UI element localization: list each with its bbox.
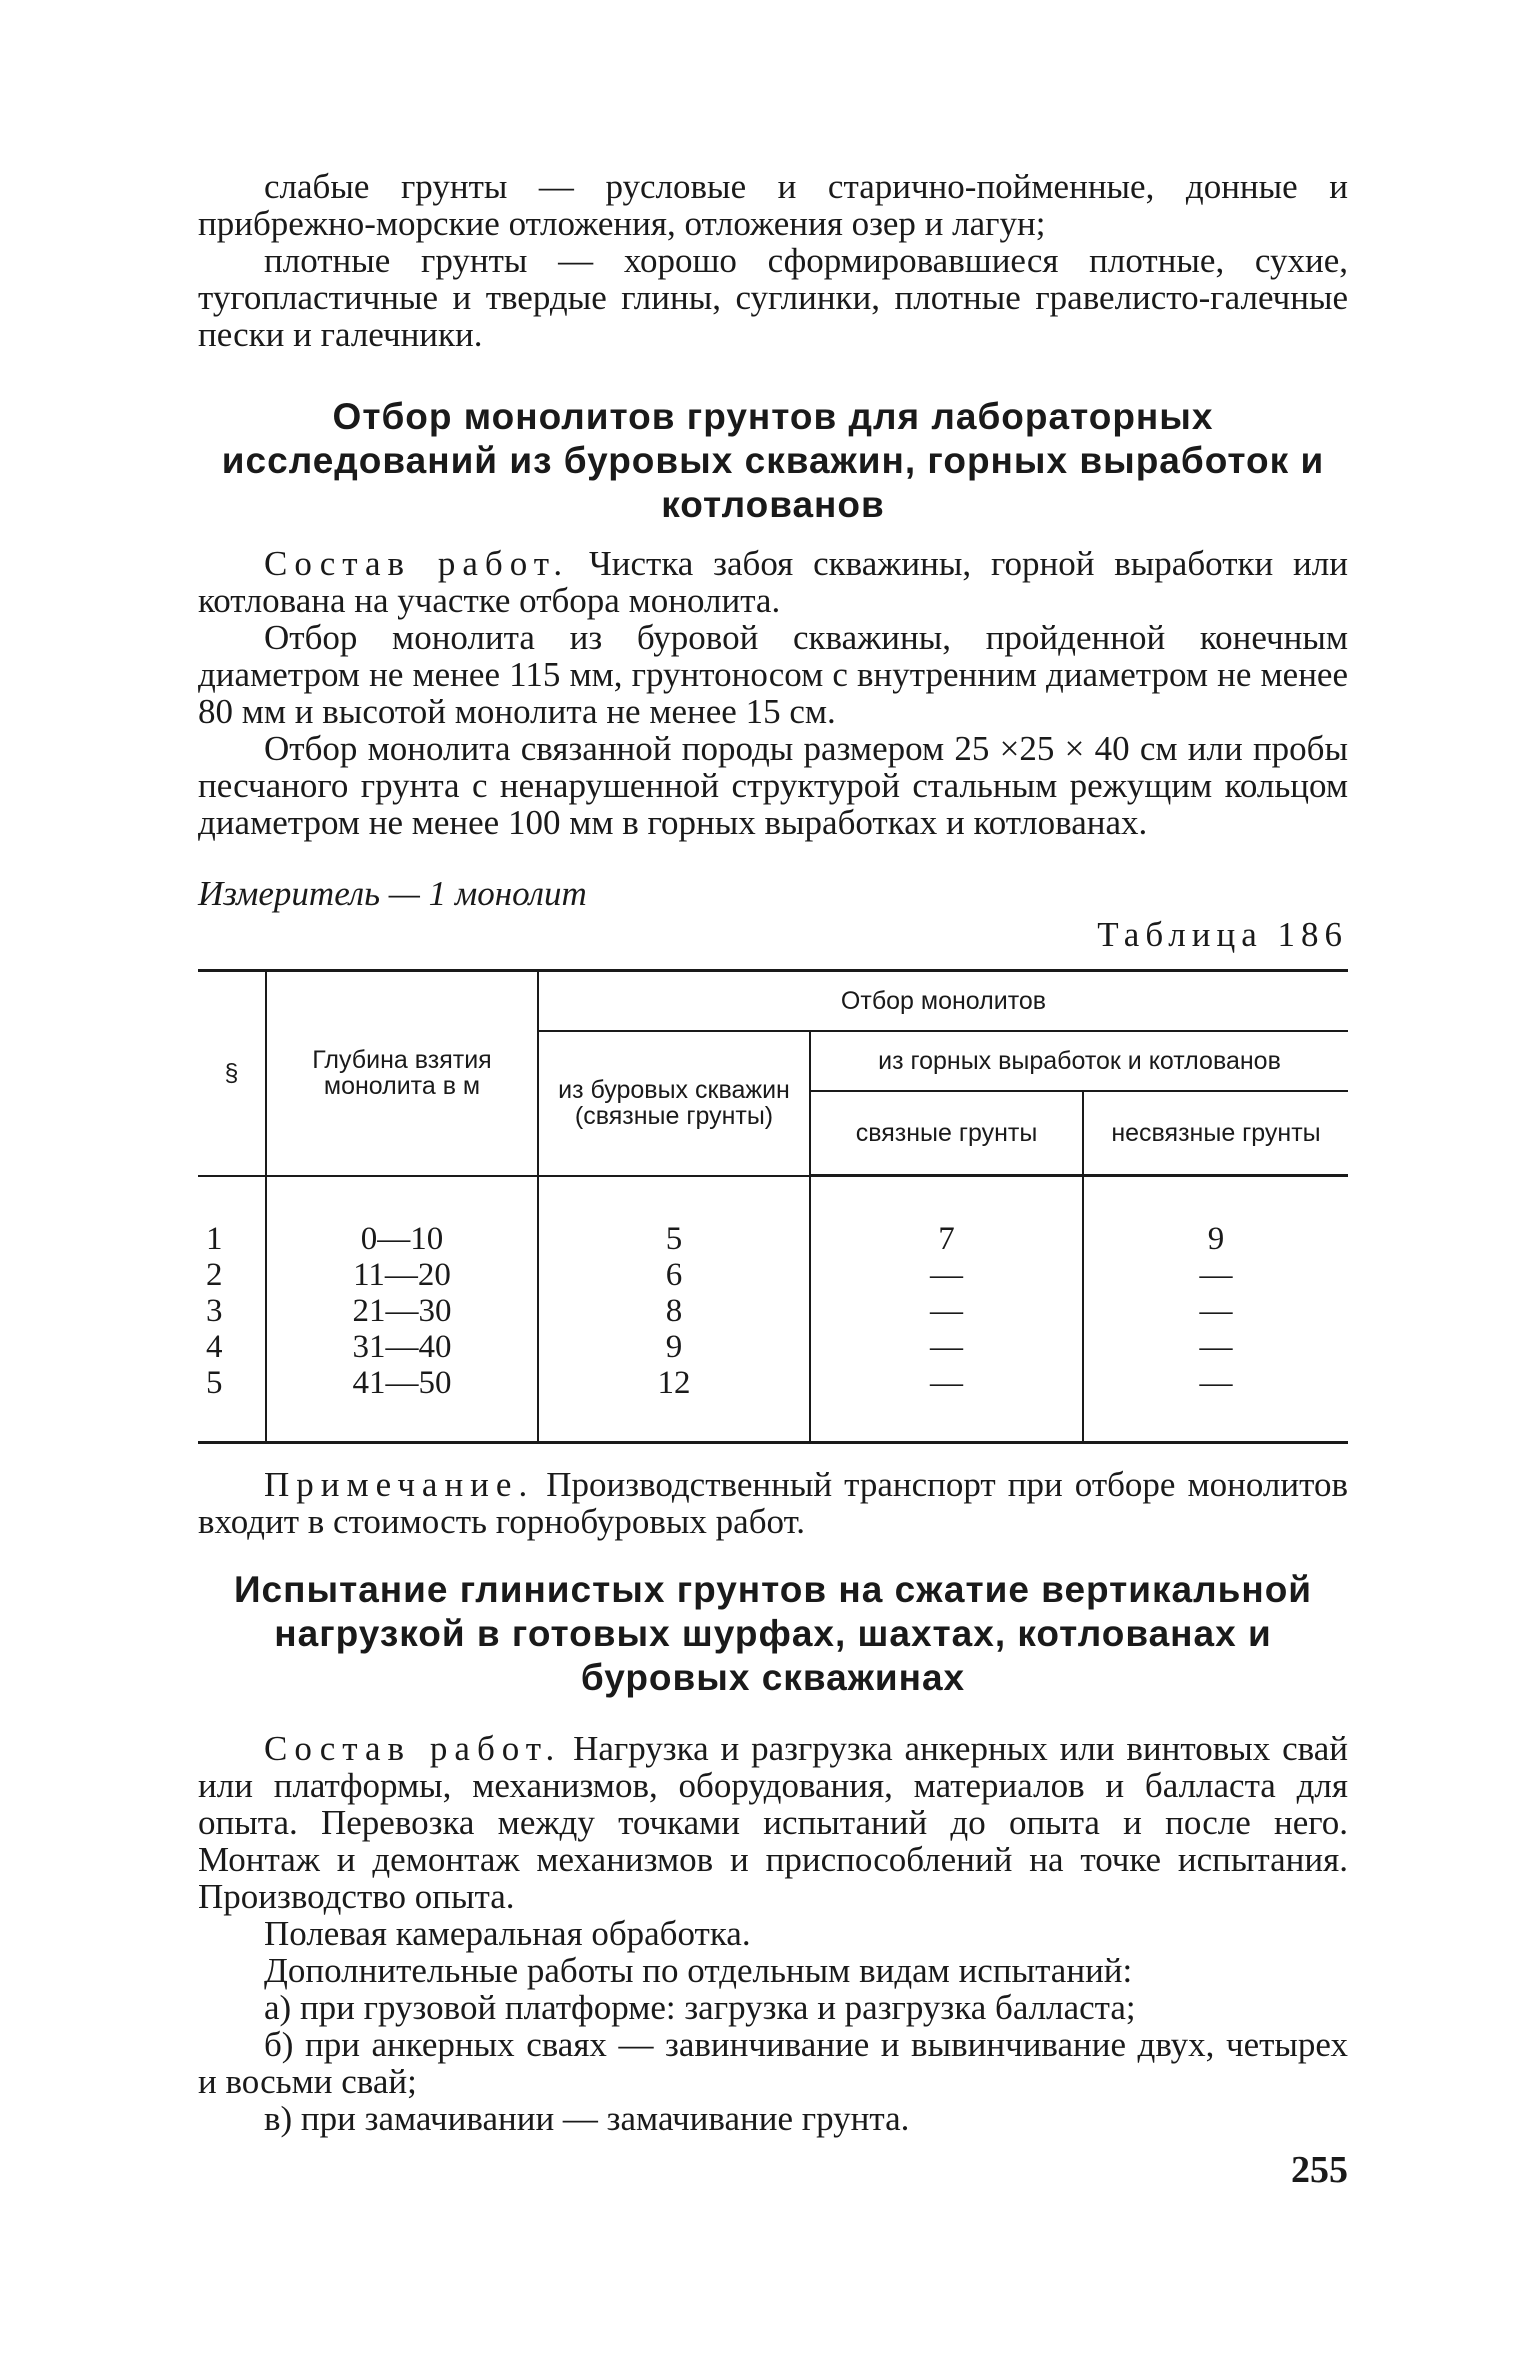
header-section: § bbox=[198, 971, 266, 1176]
row-boreholes: 12 bbox=[538, 1365, 810, 1443]
table-row bbox=[198, 1329, 1348, 1365]
row-noncohesive: 9 bbox=[1083, 1176, 1348, 1258]
table-caption: Таблица 186 bbox=[1097, 915, 1348, 954]
header-depth: Глубина взятия монолита в м bbox=[266, 971, 538, 1176]
row-cohesive: — bbox=[810, 1293, 1083, 1329]
table-row bbox=[198, 1176, 1348, 1258]
section2-scope-paragraph bbox=[198, 1730, 1348, 1915]
row-boreholes: 6 bbox=[538, 1257, 810, 1293]
measure-unit: Измеритель — 1 монолит bbox=[198, 874, 587, 913]
scope-text: Чистка забоя скважины, горной выработки или котлована на участке отбора монолита. bbox=[198, 544, 1348, 620]
table-186 bbox=[198, 969, 1348, 1444]
intro-paragraph-dense-soils: плотные грунты — хорошо сформировавшиеся плотные, сухие, тугопластичные и твердые глины, суглинки, плотные гравелисто-галечные пески и галечники. bbox=[198, 241, 1348, 354]
row-cohesive: — bbox=[810, 1257, 1083, 1293]
header-noncohesive: несвязные грунты bbox=[1083, 1091, 1348, 1176]
header-monolith-group: Отбор монолитов bbox=[538, 971, 1348, 1032]
section1-borehole-paragraph: Отбор монолита из буровой скважины, пройденной конечным диаметром не менее 115 мм, грунтоносом с внутренним диаметром не менее 80 мм и высотой монолита не менее 15 см. bbox=[198, 618, 1348, 731]
row-depth: 31—40 bbox=[266, 1329, 538, 1365]
scope-label: Состав работ. bbox=[264, 544, 570, 583]
row-boreholes: 9 bbox=[538, 1329, 810, 1365]
header-boreholes: из буровых скважин (связные грунты) bbox=[538, 1031, 810, 1176]
row-noncohesive: — bbox=[1083, 1365, 1348, 1443]
row-cohesive: — bbox=[810, 1329, 1083, 1365]
intro-paragraph-weak-soils: слабые грунты — русловые и старично-пойменные, донные и прибрежно-морские отложения, отложения озер и лагун; bbox=[198, 167, 1348, 243]
row-number: 1 bbox=[198, 1176, 266, 1258]
table-note bbox=[198, 1466, 1348, 1540]
row-noncohesive: — bbox=[1083, 1257, 1348, 1293]
table-row bbox=[198, 1257, 1348, 1293]
row-cohesive: 7 bbox=[810, 1176, 1083, 1258]
note-text: Производственный транспорт при отборе монолитов входит в стоимость горнобуровых работ. bbox=[198, 1465, 1348, 1541]
row-number: 5 bbox=[198, 1365, 266, 1443]
section2-item-b: б) при анкерных сваях — завинчивание и вывинчивание двух, четырех и восьми свай; bbox=[198, 2025, 1348, 2101]
section-title-compression-test: Испытание глинистых грунтов на сжатие вертикальной нагрузкой в готовых шурфах, шахтах, котлованах и буровых скважинах bbox=[233, 1569, 1313, 1698]
note-label: Примечание. bbox=[264, 1465, 535, 1504]
section1-scope-paragraph bbox=[198, 545, 1348, 619]
row-boreholes: 8 bbox=[538, 1293, 810, 1329]
row-noncohesive: — bbox=[1083, 1329, 1348, 1365]
scope-text: Нагрузка и разгрузка анкерных или винтовых свай или платформы, механизмов, оборудования, материалов и балласта для опыта. Перевозка между точками испытаний до опыта и после него. Монтаж и демонтаж механизмов и приспособлений на точке испытания. Производство опыта. bbox=[198, 1729, 1348, 1916]
scope-label: Состав работ. bbox=[264, 1729, 562, 1768]
section2-additional-works: Дополнительные работы по отдельным видам испытаний: bbox=[264, 1951, 1133, 1990]
row-depth: 41—50 bbox=[266, 1365, 538, 1443]
table-row bbox=[198, 1293, 1348, 1329]
row-number: 4 bbox=[198, 1329, 266, 1365]
row-number: 2 bbox=[198, 1257, 266, 1293]
page-number: 255 bbox=[1291, 2149, 1348, 2191]
section2-item-c: в) при замачивании — замачивание грунта. bbox=[264, 2099, 910, 2138]
row-depth: 11—20 bbox=[266, 1257, 538, 1293]
header-cohesive: связные грунты bbox=[810, 1091, 1083, 1176]
section2-processing-paragraph: Полевая камеральная обработка. bbox=[264, 1914, 751, 1953]
page-body bbox=[198, 168, 1348, 2137]
section2-item-a: а) при грузовой платформе: загрузка и разгрузка балласта; bbox=[264, 1988, 1136, 2027]
row-cohesive: — bbox=[810, 1365, 1083, 1443]
row-boreholes: 5 bbox=[538, 1176, 810, 1258]
section1-rock-paragraph: Отбор монолита связанной породы размером 25 ×25 × 40 см или пробы песчаного грунта с ненарушенной структурой стальным режущим кольцом диаметром не менее 100 мм в горных выработках и котлованах. bbox=[198, 729, 1348, 842]
table-row bbox=[198, 1365, 1348, 1443]
row-depth: 0—10 bbox=[266, 1176, 538, 1258]
section-title-monolith-sampling: Отбор монолитов грунтов для лабораторных исследований из буровых скважин, горных выработок и котлованов bbox=[221, 396, 1325, 525]
row-noncohesive: — bbox=[1083, 1293, 1348, 1329]
row-depth: 21—30 bbox=[266, 1293, 538, 1329]
row-number: 3 bbox=[198, 1293, 266, 1329]
header-mines: из горных выработок и котлованов bbox=[810, 1031, 1348, 1091]
